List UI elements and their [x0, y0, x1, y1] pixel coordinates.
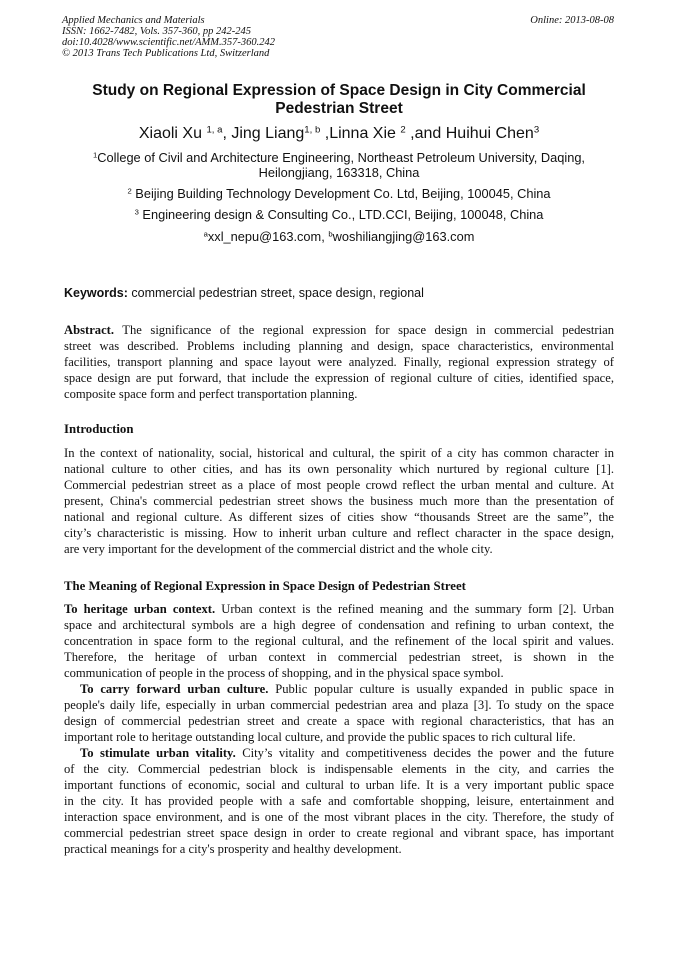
journal-name: Applied Mechanics and Materials: [62, 15, 205, 26]
text-line: national culture to other cities, and has its own personality which nurtured by regional culture [1].: [64, 462, 614, 476]
text-line: Urban context is the refined meaning and the summary form [2]. Urban: [215, 602, 614, 616]
abstract-label: Abstract.: [64, 323, 115, 337]
text-line: important functions of economic, social and cultural to urban life. It is a very important public space: [64, 778, 614, 792]
email-sup: a: [203, 229, 208, 239]
meaning-heading: The Meaning of Regional Expression in Space Design of Pedestrian Street: [64, 579, 466, 593]
introduction-heading: Introduction: [64, 422, 134, 436]
text-line: The significance of the regional expression for space design in commercial pedestrian: [114, 323, 614, 337]
affiliation-1: [0, 150, 678, 165]
online-date: Online: 2013-08-08: [530, 15, 614, 26]
text-line: In the context of nationality, social, historical and cultural, the spirit of a city has common character in: [64, 446, 614, 460]
affiliation-3: [0, 207, 678, 222]
email: woshiliangjing@163.com: [332, 229, 475, 244]
author-name: , Jing Liang: [222, 125, 305, 142]
keywords: [64, 286, 424, 300]
author-sup: 3: [533, 124, 540, 136]
abstract: [64, 322, 614, 402]
text-line: people's daily life, especially in urban commercial pedestrian area and plaza [3]. To study on the space: [64, 698, 614, 712]
text-line: space and architectural symbols are a high degree of condensation and refining to urban context, the: [64, 618, 614, 632]
text-line: facilities, transport planning and space layout were analyzed. Finally, regional expression strategy of: [64, 355, 614, 369]
text-line: Therefore, the heritage of urban context in commercial pedestrian street, is shown in the: [64, 650, 614, 664]
authors: [0, 125, 678, 143]
text-line: important role to heritage outstanding local culture, and provide the public spaces to rich cultural life.: [64, 730, 576, 744]
keywords-label: Keywords:: [64, 286, 128, 300]
text-line: interaction space environment, and is one of the most vibrant places in the city. Therefore, the study of: [64, 810, 614, 824]
text-line: City’s vitality and competitiveness decides the power and the future: [235, 746, 615, 760]
text-line: Public popular culture is usually expanded in public space in: [268, 682, 614, 696]
text-line: present, China's commercial pedestrian street shows the business much more than the presentation of: [64, 494, 614, 508]
text-line: city’s characteristic is missing. How to inherit urban culture and reflect character in the space design,: [64, 526, 614, 540]
affil-text: Engineering design & Consulting Co., LTD.CCI, Beijing, 100048, China: [138, 207, 544, 222]
text-line: practical meanings for a city's prosperity and healthy development.: [64, 842, 402, 856]
paragraph-label: To heritage urban context.: [64, 602, 216, 616]
affil-text: College of Civil and Architecture Engineering, Northeast Petroleum University, Daqing,: [97, 150, 585, 165]
emails: [0, 229, 678, 244]
author-name: ,and Huihui Chen: [405, 125, 534, 142]
email: xxl_nepu@163.com,: [207, 229, 329, 244]
meaning-body: [64, 601, 614, 857]
author-sup: 1, b: [304, 124, 321, 136]
text-line: space design are put forward, that include the expression of regional culture of cities, identified space,: [64, 371, 614, 385]
text-line: design of commercial pedestrian street and create a space with regional characteristics, that has an: [64, 714, 614, 728]
affil-sup: 3: [134, 207, 139, 217]
paragraph-label: To carry forward urban culture.: [80, 682, 269, 696]
paper-title-line1: Study on Regional Expression of Space Design in City Commercial: [92, 82, 586, 99]
text-line: in the city. It has provided people with a safe and comfortable shopping, leisure, entertainment and: [64, 794, 614, 808]
author-sup: 2: [400, 124, 406, 136]
text-line: communication of people in the process of shopping, and in the physical space symbol.: [64, 666, 504, 680]
text-line: commercial pedestrian street space design in order to create regional and vibrant space, has important: [64, 826, 614, 840]
paper-title-line2: Pedestrian Street: [275, 100, 403, 117]
author-name: ,Linna Xie: [320, 125, 401, 142]
affiliation-1-line2: Heilongjiang, 163318, China: [258, 165, 420, 180]
affil-sup: 1: [93, 150, 98, 160]
author-sup: 1, a: [206, 124, 223, 136]
keywords-text: commercial pedestrian street, space design, regional: [127, 286, 424, 300]
affil-text: Beijing Building Technology Development Co. Ltd, Beijing, 100045, China: [131, 186, 551, 201]
text-line: concentration in space form to the regional cultural, and the refinement of the local spirit and values.: [64, 634, 614, 648]
text-line: Commercial pedestrian street as a place of most people crowd reflect the urban mental and culture. At: [64, 478, 614, 492]
doi: doi:10.4028/www.scientific.net/AMM.357-360.242: [62, 37, 275, 48]
email-sup: b: [328, 229, 333, 239]
paragraph-label: To stimulate urban vitality.: [80, 746, 236, 760]
text-line: of the city. Commercial pedestrian block is indispensable elements in the city, and carries the: [64, 762, 614, 776]
text-line: street was described. Problems including planning and design, space characteristics, environmental: [64, 339, 614, 353]
text-line: are very important for the development of the commercial district and the whole city.: [64, 542, 493, 556]
introduction-body: [64, 445, 614, 557]
affiliation-2: [0, 186, 678, 201]
text-line: national and regional culture. As different sizes of cities show “thousands Street are the same”, the: [64, 510, 614, 524]
issn: ISSN: 1662-7482, Vols. 357-360, pp 242-245: [62, 26, 251, 37]
affil-sup: 2: [127, 186, 132, 196]
text-line: composite space form and perfect transportation planning.: [64, 387, 358, 401]
author-name: Xiaoli Xu: [138, 125, 207, 142]
copyright: © 2013 Trans Tech Publications Ltd, Switzerland: [62, 48, 270, 59]
